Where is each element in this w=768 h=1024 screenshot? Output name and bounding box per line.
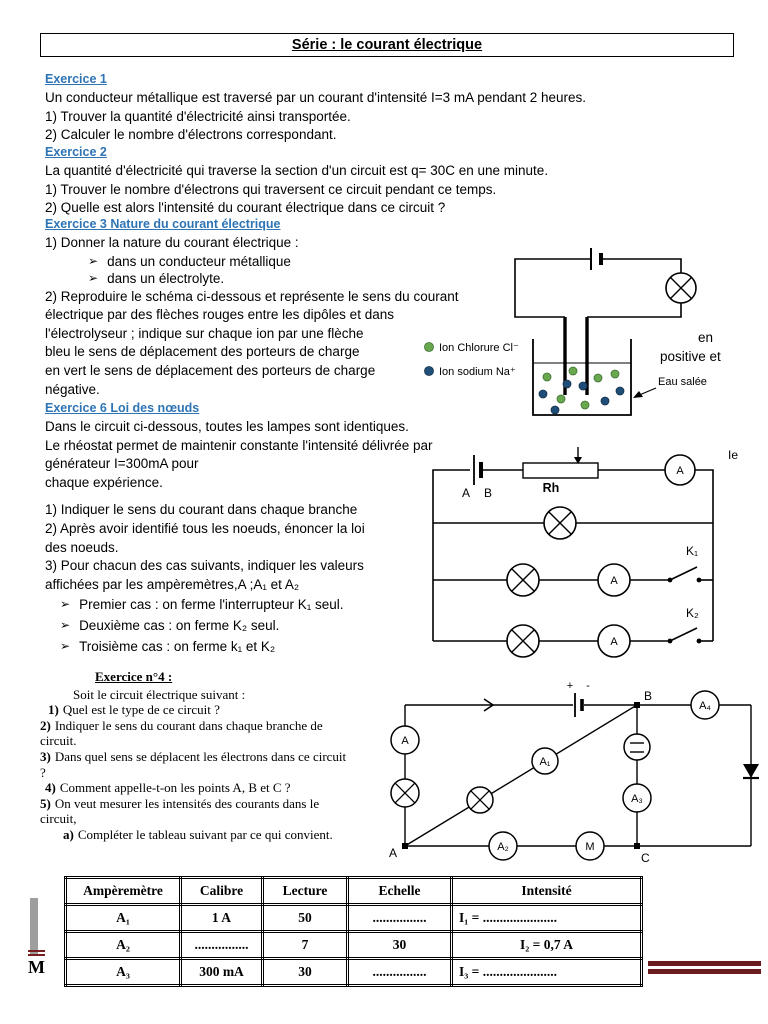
ammeter-label: A [676,465,684,477]
text-line: 2) Après avoir identifié tous les noeuds, énoncer la loi [45,520,365,536]
table-cell: 1 A [181,905,263,932]
legend-sodium [425,366,516,378]
text-line: Un conducteur métallique est traversé par un courant d'intensité I=3 mA pendant 2 heures. [45,90,587,105]
legend-sodium-label: Ion sodium Na⁺ [439,366,516,378]
node-c-label: C [641,851,650,865]
lamp-icon [666,273,696,303]
table-cell: 300 mA [181,959,263,986]
nodes-law-circuit-diagram [418,443,766,671]
footer-red-bar [648,969,761,974]
page-edge-strip [30,898,38,954]
table-header-cell: Ampèremètre [66,878,181,905]
watermark-logo: M [28,957,45,977]
ammeter-a1-icon [532,748,558,774]
question-line: circuit, [40,811,77,827]
question-number: 2) [40,717,51,733]
exercise-3-heading: Exercice 3 Nature du courant électrique [45,217,281,231]
wire [405,699,751,846]
table-header-cell: Echelle [348,878,452,905]
text-line: Dans le circuit ci-dessous, toutes les lampes sont identiques. [45,419,409,434]
text-line: 2) Calculer le nombre d'électrons correspondant. [45,127,337,143]
text-line: La quantité d'électricité qui traverse la section d'un circuit est q= 30C en une minute. [45,163,549,178]
node-c-square [634,843,640,849]
exercise-4-section [40,669,390,843]
legend-chloride-label: Ion Chlorure Cl⁻ [439,342,519,354]
text-line: 3) Pour chacun des cas suivants, indiquer les valeurs [45,558,364,574]
salt-water-label: Eau salée [658,376,707,388]
table-cell: A₃ [66,959,181,986]
text-line: l'électrolyseur ; indique sur chaque ion par une flèche [45,325,364,341]
text-line: Le rhéostat permet de maintenir constante l'intensité délivrée par [45,437,433,453]
question-number: 5) [40,795,51,811]
current-ie-label: Ie [728,448,739,462]
question-line [40,749,390,765]
bullet-text: Troisième cas : on ferme k₁ et K₂ [79,639,276,655]
bullet-arrow-icon: ➢ [88,253,99,268]
text-line: 1) Donner la nature du courant électrique : [45,235,299,250]
motor-icon [576,832,604,860]
question-text: Comment appelle-t-on les points A, B et C ? [59,780,291,796]
exercise-6-section [45,400,457,657]
table-cell: ................ [181,932,263,959]
switch-k2-icon [668,628,702,643]
ammeter-label: A [610,575,618,587]
bullet-text: Deuxième cas : on ferme K₂ seul. [79,618,280,634]
table-row [66,959,642,986]
question-text: Quel est le type de ce circuit ? [62,702,220,718]
table-cell: A₂ [66,932,181,959]
text-line: négative. [45,381,100,397]
legend-sodium-dot [425,367,434,376]
lamp-icon [507,564,539,596]
exercise-2-heading: Exercice 2 [45,145,107,159]
lamp-icon [391,779,419,807]
question-text: On veut mesurer les intensités des courants dans le [54,795,320,811]
ammeter-a4-icon [691,691,719,719]
salt-water-callout [633,376,707,398]
exercise-1-heading: Exercice 1 [45,72,107,86]
exercise-1-section [45,71,586,145]
table-cell: I₁ = ...................... [452,905,642,932]
bullet-arrow-icon: ➢ [60,597,71,612]
text-line: en vert le sens de déplacement des porteurs de charge [45,362,376,378]
exercise-4-heading: Exercice n°4 : [95,669,173,684]
text-line: 1) Trouver le nombre d'électrons qui traversent ce circuit pendant ce temps. [45,181,497,197]
document-title-box [40,33,734,57]
bullet-line [45,615,457,636]
document-title: Série : le courant électrique [291,37,483,53]
battery-terminal-a-label: A [462,486,471,500]
node-a-label: A [388,846,398,860]
text-line: 1) Indiquer le sens du courant dans chaque branche [45,502,358,518]
table-cell: 7 [263,932,348,959]
text-line: générateur I=300mA pour [45,456,199,472]
node-b-label: B [644,689,653,703]
text-line: en [698,330,714,345]
ammeter-a3-label: A₃ [631,793,643,805]
ammeter-a3-icon [623,784,651,812]
text-line: chaque expérience. [45,474,163,490]
question-line [40,718,390,734]
diode-icon [743,764,759,778]
table-cell: I₂ = 0,7 A [452,932,642,959]
question-text: Indiquer le sens du courant dans chaque branche de [54,717,323,733]
motor-label: M [585,841,595,853]
bullet-arrow-icon: ➢ [60,639,71,654]
question-line: circuit. [40,733,77,749]
exercise-4-circuit-diagram [385,676,765,868]
question-number: 3) [40,748,51,764]
footer-red-bar [648,961,761,966]
bullet-line [45,636,457,657]
switch-k2-label: K₂ [686,606,699,620]
ammeter-main-icon [665,455,695,485]
electrolysis-circuit-diagram [415,247,765,425]
table-cell: ................ [348,905,452,932]
question-line [48,702,390,718]
question-number: 1) [48,702,59,718]
watermark-bar [28,950,45,952]
table-row [66,905,642,932]
lamp-icon [467,787,493,813]
question-text: Compléter le tableau suivant par ce qui convient. [77,826,333,842]
ammeter-a4-label: A₄ [699,700,711,712]
node-a-square [402,843,408,849]
question-line [45,780,390,796]
text-line: positive et [660,349,721,364]
legend-chloride [425,342,519,354]
bullet-line [45,594,457,615]
battery-minus-label: - [586,680,590,692]
ammeter-a2-icon [489,832,517,860]
battery-icon [474,455,481,485]
text-line: 1) Trouver la quantité d'électricité ainsi transportée. [45,108,351,124]
text-line: Soit le circuit électrique suivant : [73,686,246,702]
ammeter-a1-icon [598,564,630,596]
bullet-text: dans un électrolyte. [107,271,225,287]
rheostat-label: Rh [542,481,560,495]
watermark-bar [28,954,45,956]
wire [433,470,713,641]
legend-chloride-dot [425,343,434,352]
table-cell: ................ [348,959,452,986]
text-line: 2) Reproduire le schéma ci-dessous et représente le sens du courant [45,288,459,304]
battery-icon [575,693,582,717]
exercise-6-heading: Exercice 6 Loi des nœuds [45,401,200,415]
table-header-cell: Calibre [181,878,263,905]
measurement-table [64,876,643,987]
rheostat-icon [523,447,598,478]
text-line: bleu le sens de déplacement des porteurs de charge [45,344,360,360]
ammeter-a2-label: A₂ [497,841,509,853]
question-number: a) [63,826,74,842]
switch-k1-label: K₁ [686,544,699,558]
text-line: 2) Quelle est alors l'intensité du courant électrique dans ce circuit ? [45,200,446,216]
bullet-arrow-icon: ➢ [60,618,71,633]
capacitor-icon [624,734,650,760]
text-line: électrique par des flèches rouges entre les dipôles et dans [45,307,394,323]
ammeter-a1-label: A₁ [539,756,551,768]
text-line: des noeuds. [45,539,119,555]
table-cell: 30 [348,932,452,959]
question-line [40,796,390,812]
lamp-icon [544,507,576,539]
battery-plus-label: + [566,680,574,692]
text-line: affichées par les ampèremètres,A ;A₁ et A₂ [45,576,300,592]
switch-k1-icon [668,567,702,582]
bullet-text: dans un conducteur métallique [107,253,291,269]
ammeter-a2-icon [598,625,630,657]
table-cell: I₃ = ...................... [452,959,642,986]
table-header-cell: Lecture [263,878,348,905]
table-cell: 50 [263,905,348,932]
exercise-2-section [45,144,548,218]
question-line [63,827,390,843]
table-row [66,932,642,959]
battery-terminal-b-label: B [484,486,493,500]
node-b-square [634,702,640,708]
table-cell: 30 [263,959,348,986]
bullet-text: Premier cas : on ferme l'interrupteur K₁ seul. [79,597,344,613]
lamp-icon [507,625,539,657]
table-header-cell: Intensité [452,878,642,905]
ammeter-main-icon [391,726,419,754]
table-header-row [66,878,642,905]
question-number: 4) [45,780,56,796]
sodium-ion-dots [539,380,624,414]
question-line: ? [40,764,46,780]
ammeter-label: A [401,735,409,747]
battery-icon [591,248,601,270]
bullet-arrow-icon: ➢ [88,271,99,286]
ammeter-label: A [610,636,618,648]
table-cell: A₁ [66,905,181,932]
question-text: Dans quel sens se déplacent les électrons dans ce circuit [54,748,347,764]
wire [515,259,681,317]
